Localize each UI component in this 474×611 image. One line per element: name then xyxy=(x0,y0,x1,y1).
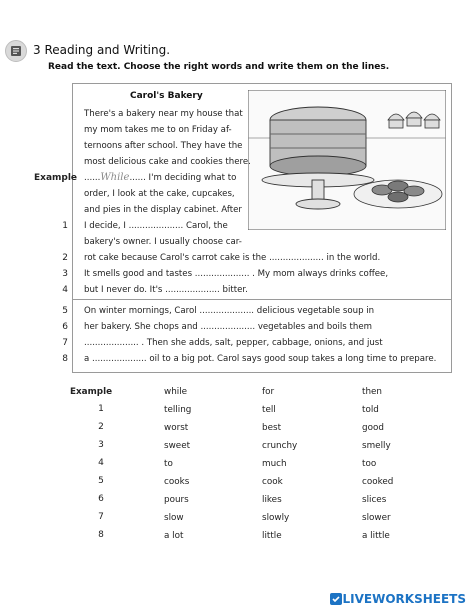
example-label: Example xyxy=(34,173,78,183)
option-word[interactable]: while xyxy=(164,387,188,397)
option-word[interactable]: cook xyxy=(262,477,283,487)
option-number: 4 xyxy=(98,458,104,468)
story-title: Carol's Bakery xyxy=(130,91,203,101)
option-word[interactable]: much xyxy=(262,459,287,469)
story-line: and pies in the display cabinet. After xyxy=(84,205,242,215)
bakery-illustration xyxy=(248,90,446,230)
option-word[interactable]: then xyxy=(362,387,383,397)
option-word[interactable]: telling xyxy=(164,405,192,415)
example-answer: While xyxy=(100,172,130,183)
option-word[interactable]: crunchy xyxy=(262,441,298,451)
line-number: 8 xyxy=(62,354,68,364)
story-line: There's a bakery near my house that xyxy=(84,109,243,119)
instructions: Read the text. Choose the right words and write them on the lines. xyxy=(48,62,390,72)
option-word[interactable]: slower xyxy=(362,513,391,523)
story-line: her bakery. She chops and .................... vegetables and boils them xyxy=(84,322,372,332)
story-line: but I never do. It's .................... bitter. xyxy=(84,285,248,295)
option-word[interactable]: cooked xyxy=(362,477,394,487)
option-number: 2 xyxy=(98,422,104,432)
story-line: order, I look at the cake, cupcakes, xyxy=(84,189,235,199)
story-line-example: ......While...... I'm deciding what to xyxy=(84,172,237,183)
option-word[interactable]: sweet xyxy=(164,441,191,451)
story-line: On winter mornings, Carol .................... delicious vegetable soup in xyxy=(84,306,375,316)
section-title: 3 Reading and Writing. xyxy=(33,43,171,57)
story-line: bakery's owner. I usually choose car- xyxy=(84,237,242,247)
option-word[interactable]: likes xyxy=(262,495,282,505)
line-number: 6 xyxy=(62,322,68,332)
option-word[interactable]: pours xyxy=(164,495,189,505)
story-line: a .................... oil to a big pot. Carol says good soup takes a long time to prepare. xyxy=(84,354,437,364)
book-icon xyxy=(5,40,27,62)
line-number: 4 xyxy=(62,285,68,295)
story-line: my mom takes me to on Friday af- xyxy=(84,125,232,135)
option-number: 8 xyxy=(98,530,104,540)
option-word[interactable]: a lot xyxy=(164,531,184,541)
line-number: 1 xyxy=(62,221,68,231)
option-number: 6 xyxy=(98,494,104,504)
option-number: 5 xyxy=(98,476,104,486)
option-word[interactable]: tell xyxy=(262,405,276,415)
story-line: rot cake because Carol's carrot cake is the .................... in the world. xyxy=(84,253,381,263)
option-word[interactable]: to xyxy=(164,459,173,469)
line-number: 7 xyxy=(62,338,68,348)
footer-brand[interactable]: LIVEWORKSHEETS xyxy=(342,592,466,606)
option-word[interactable]: slow xyxy=(164,513,184,523)
line-number: 3 xyxy=(62,269,68,279)
option-word[interactable]: for xyxy=(262,387,275,397)
option-word[interactable]: slices xyxy=(362,495,387,505)
liveworksheets-logo-icon xyxy=(330,593,342,605)
option-word[interactable]: too xyxy=(362,459,377,469)
option-word[interactable]: told xyxy=(362,405,379,415)
option-number: 7 xyxy=(98,512,104,522)
line-number: 5 xyxy=(62,306,68,316)
option-word[interactable]: best xyxy=(262,423,282,433)
story-line: It smells good and tastes .................... . My mom always drinks coffee, xyxy=(84,269,389,279)
option-number: 3 xyxy=(98,440,104,450)
option-word[interactable]: cooks xyxy=(164,477,190,487)
option-word[interactable]: little xyxy=(262,531,282,541)
options-example-label: Example xyxy=(70,387,113,397)
option-number: 1 xyxy=(98,404,104,414)
option-word[interactable]: a little xyxy=(362,531,390,541)
story-line: I decide, I .................... Carol, the xyxy=(84,221,228,231)
option-word[interactable]: worst xyxy=(164,423,189,433)
option-word[interactable]: slowly xyxy=(262,513,290,523)
story-line: .................... . Then she adds, salt, pepper, cabbage, onions, and just xyxy=(84,338,383,348)
story-line: most delicious cake and cookies there. xyxy=(84,157,251,167)
story-line: ternoons after school. They have the xyxy=(84,141,243,151)
option-word[interactable]: good xyxy=(362,423,384,433)
option-word[interactable]: smelly xyxy=(362,441,391,451)
story-divider xyxy=(72,299,452,300)
line-number: 2 xyxy=(62,253,68,263)
